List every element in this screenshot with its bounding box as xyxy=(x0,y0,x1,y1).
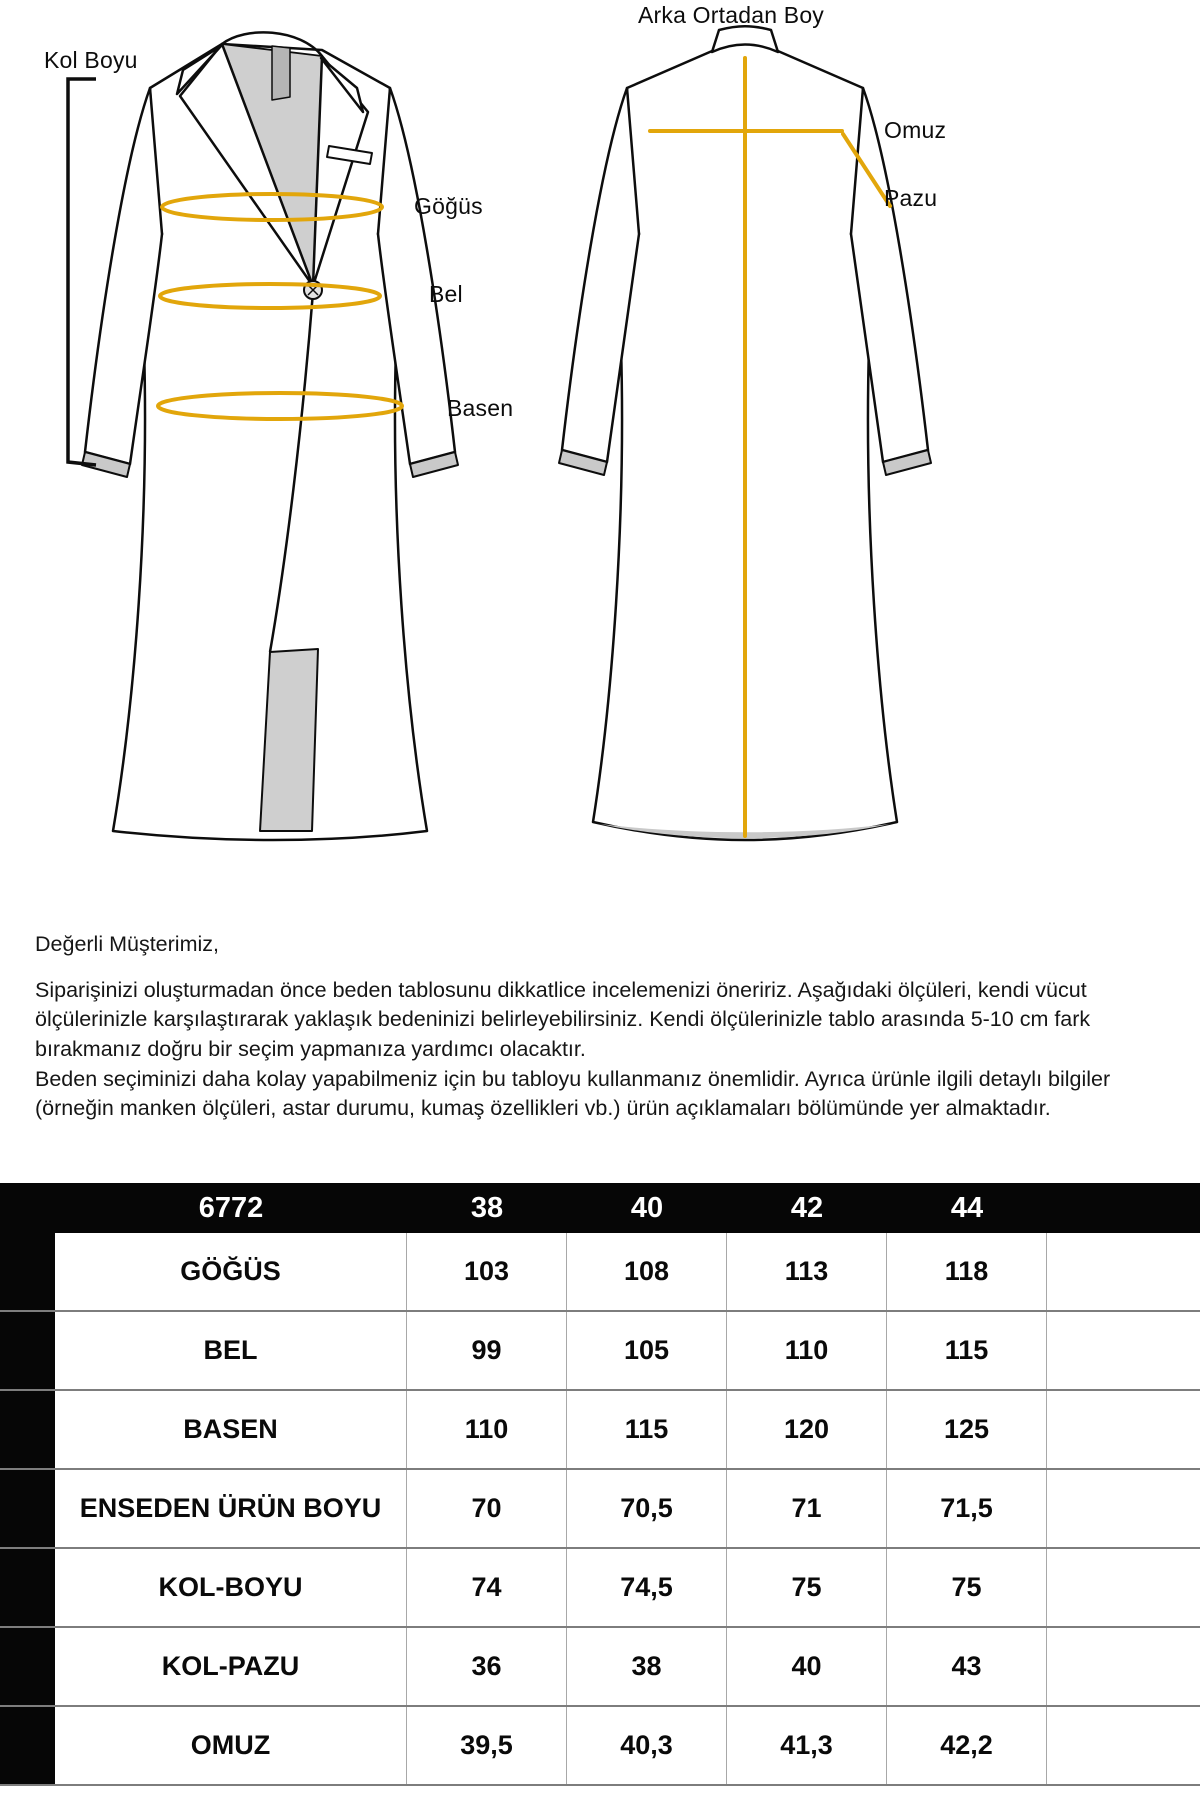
row-value: 41,3 xyxy=(727,1707,887,1784)
row-value: 40 xyxy=(727,1628,887,1705)
coat-front-slit-lining xyxy=(260,649,318,831)
size-table-header xyxy=(0,1183,1200,1233)
header-model-code: 6772 xyxy=(198,1191,264,1224)
row-filler xyxy=(1047,1628,1200,1705)
row-value: 40,3 xyxy=(567,1707,727,1784)
row-value: 110 xyxy=(727,1312,887,1389)
header-size-40: 40 xyxy=(630,1191,664,1224)
header-size-44: 44 xyxy=(950,1191,984,1224)
row-value: 70 xyxy=(407,1470,567,1547)
row-value: 110 xyxy=(407,1391,567,1468)
label-shoulder: Omuz xyxy=(884,117,947,143)
row-label: KOL-PAZU xyxy=(0,1628,407,1705)
row-filler xyxy=(1047,1312,1200,1389)
greeting-text: Değerli Müşterimiz, xyxy=(35,932,219,956)
row-value: 74,5 xyxy=(567,1549,727,1626)
row-value: 99 xyxy=(407,1312,567,1389)
table-row xyxy=(0,1628,1200,1707)
table-row xyxy=(0,1312,1200,1391)
row-value: 43 xyxy=(887,1628,1047,1705)
row-value: 105 xyxy=(567,1312,727,1389)
row-value: 115 xyxy=(567,1391,727,1468)
row-value: 75 xyxy=(727,1549,887,1626)
row-value: 118 xyxy=(887,1233,1047,1310)
label-back-length: Arka Ortadan Boy xyxy=(638,2,825,28)
label-bicep: Pazu xyxy=(884,185,938,211)
row-filler xyxy=(1047,1707,1200,1784)
row-label: KOL-BOYU xyxy=(0,1549,407,1626)
info-paragraph-1: Siparişinizi oluşturmadan önce beden tablosunu dikkatlice incelemenizi öneririz. Aşağıdaki ölçüleri, kendi vücut ölçülerinizle karşılaştırarak yaklaşık bedeninizi belirleyebilirsiniz. Kendi ölçülerinizle tablo arasında 5-10 cm fark bırakmanız doğru bir seçim yapmanıza yardımcı olacaktır. xyxy=(35,977,1091,1061)
table-row xyxy=(0,1391,1200,1470)
row-value: 108 xyxy=(567,1233,727,1310)
size-table-body xyxy=(0,1233,1200,1786)
table-row xyxy=(0,1233,1200,1312)
row-label: GÖĞÜS xyxy=(0,1233,407,1310)
row-filler xyxy=(1047,1391,1200,1468)
label-chest: Göğüs xyxy=(414,193,483,219)
row-value: 103 xyxy=(407,1233,567,1310)
row-filler xyxy=(1047,1549,1200,1626)
row-value: 70,5 xyxy=(567,1470,727,1547)
info-text-block xyxy=(35,930,1183,1124)
row-value: 115 xyxy=(887,1312,1047,1389)
row-label: BASEN xyxy=(0,1391,407,1468)
row-label: BEL xyxy=(0,1312,407,1389)
info-paragraph-2: Beden seçiminizi daha kolay yapabilmeniz için bu tabloyu kullanmanız önemlidir. Ayrıca ürünle ilgili detaylı bilgiler (örneğin manken ölçüleri, astar durumu, kumaş özellikleri vb.) ürün açıklamaları bölümünde yer almaktadır. xyxy=(35,1066,1111,1121)
row-value: 120 xyxy=(727,1391,887,1468)
row-filler xyxy=(1047,1470,1200,1547)
row-value: 39,5 xyxy=(407,1707,567,1784)
row-value: 36 xyxy=(407,1628,567,1705)
row-value: 42,2 xyxy=(887,1707,1047,1784)
table-row xyxy=(0,1470,1200,1549)
row-filler xyxy=(1047,1233,1200,1310)
row-value: 125 xyxy=(887,1391,1047,1468)
table-row xyxy=(0,1549,1200,1628)
row-value: 74 xyxy=(407,1549,567,1626)
row-value: 71,5 xyxy=(887,1470,1047,1547)
row-label: ENSEDEN ÜRÜN BOYU xyxy=(0,1470,407,1547)
label-sleeve-length: Kol Boyu xyxy=(44,47,138,73)
coat-front xyxy=(82,32,458,840)
label-hip: Basen xyxy=(447,395,514,421)
row-value: 38 xyxy=(567,1628,727,1705)
label-waist: Bel xyxy=(429,281,463,307)
header-size-42: 42 xyxy=(790,1191,824,1224)
table-row xyxy=(0,1707,1200,1786)
row-value: 113 xyxy=(727,1233,887,1310)
header-filler xyxy=(1047,1183,1200,1233)
row-value: 75 xyxy=(887,1549,1047,1626)
hanger-loop xyxy=(272,46,290,100)
header-size-38: 38 xyxy=(470,1191,504,1224)
row-label: OMUZ xyxy=(0,1707,407,1784)
row-value: 71 xyxy=(727,1470,887,1547)
size-table xyxy=(0,1183,1200,1786)
